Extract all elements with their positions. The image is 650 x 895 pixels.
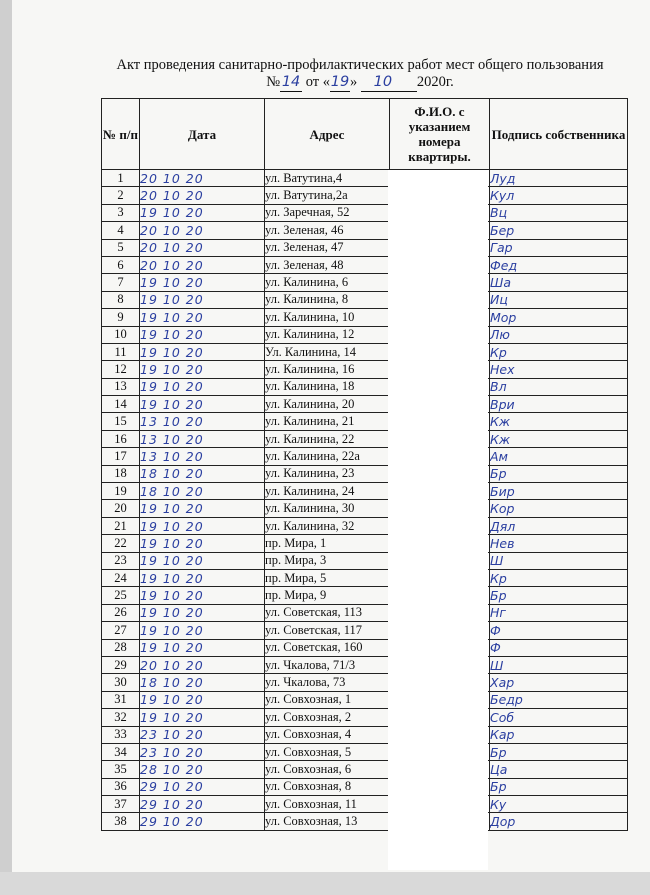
header-fio: Ф.И.О. с указанием номера квартиры. — [390, 99, 490, 170]
row-signature: Ца — [490, 761, 628, 778]
table-row — [102, 448, 628, 465]
row-num: 2 — [102, 187, 140, 204]
row-date: 19 10 20 — [140, 569, 265, 586]
header-date: Дата — [140, 99, 265, 170]
row-signature: Нев — [490, 535, 628, 552]
table-row — [102, 778, 628, 795]
row-date: 19 10 20 — [140, 587, 265, 604]
row-num: 17 — [102, 448, 140, 465]
row-address: ул. Совхозная, 4 — [265, 726, 390, 743]
row-address: ул. Заречная, 52 — [265, 204, 390, 221]
table-row — [102, 170, 628, 187]
table-row — [102, 222, 628, 239]
row-address: ул. Калинина, 24 — [265, 483, 390, 500]
table-row — [102, 639, 628, 656]
table-row — [102, 361, 628, 378]
table-row — [102, 483, 628, 500]
row-num: 35 — [102, 761, 140, 778]
row-signature: Кар — [490, 726, 628, 743]
row-num: 27 — [102, 622, 140, 639]
row-date: 19 10 20 — [140, 517, 265, 534]
row-num: 25 — [102, 587, 140, 604]
row-num: 4 — [102, 222, 140, 239]
row-signature: Соб — [490, 709, 628, 726]
row-date: 19 10 20 — [140, 604, 265, 621]
row-address: ул. Ватутина,2а — [265, 187, 390, 204]
row-address: ул. Зеленая, 47 — [265, 239, 390, 256]
row-num: 22 — [102, 535, 140, 552]
row-date: 20 10 20 — [140, 222, 265, 239]
row-address: ул. Зеленая, 46 — [265, 222, 390, 239]
row-address: ул. Калинина, 22а — [265, 448, 390, 465]
row-date: 20 10 20 — [140, 239, 265, 256]
row-signature: Кул — [490, 187, 628, 204]
act-number-line — [95, 74, 625, 92]
row-num: 6 — [102, 256, 140, 273]
row-num: 24 — [102, 569, 140, 586]
table-row — [102, 239, 628, 256]
row-num: 20 — [102, 500, 140, 517]
table-row — [102, 256, 628, 273]
row-signature: Ш — [490, 552, 628, 569]
row-address: ул. Совхозная, 2 — [265, 709, 390, 726]
row-address: ул. Ватутина,4 — [265, 170, 390, 187]
row-address: ул. Калинина, 21 — [265, 413, 390, 430]
row-date: 19 10 20 — [140, 204, 265, 221]
row-address: ул. Зеленая, 48 — [265, 256, 390, 273]
table-row — [102, 552, 628, 569]
table-row — [102, 465, 628, 482]
row-num: 34 — [102, 743, 140, 760]
row-signature: Луд — [490, 170, 628, 187]
row-num: 36 — [102, 778, 140, 795]
row-date: 19 10 20 — [140, 378, 265, 395]
row-num: 5 — [102, 239, 140, 256]
table-header-row — [102, 99, 628, 170]
row-address: ул. Калинина, 16 — [265, 361, 390, 378]
row-num: 7 — [102, 274, 140, 291]
row-signature: Вц — [490, 204, 628, 221]
row-address: ул. Совхозная, 6 — [265, 761, 390, 778]
row-num: 14 — [102, 396, 140, 413]
row-address: ул. Чкалова, 71/3 — [265, 656, 390, 673]
row-num: 28 — [102, 639, 140, 656]
row-date: 29 10 20 — [140, 796, 265, 813]
row-date: 13 10 20 — [140, 430, 265, 447]
row-signature: Ф — [490, 622, 628, 639]
table-row — [102, 500, 628, 517]
scan-bottom-edge — [0, 872, 650, 895]
row-num: 13 — [102, 378, 140, 395]
row-address: ул. Калинина, 23 — [265, 465, 390, 482]
table-row — [102, 709, 628, 726]
row-signature: Хар — [490, 674, 628, 691]
row-signature: Бр — [490, 743, 628, 760]
row-signature: Бер — [490, 222, 628, 239]
row-num: 33 — [102, 726, 140, 743]
table-row — [102, 326, 628, 343]
row-date: 29 10 20 — [140, 813, 265, 830]
row-address: ул. Совхозная, 8 — [265, 778, 390, 795]
blank-line — [405, 74, 417, 92]
table-row — [102, 761, 628, 778]
row-signature: Вл — [490, 378, 628, 395]
date-mid: » — [349, 74, 358, 90]
row-signature: Бедр — [490, 691, 628, 708]
row-signature: Бр — [490, 778, 628, 795]
row-date: 23 10 20 — [140, 726, 265, 743]
row-date: 19 10 20 — [140, 500, 265, 517]
row-date: 18 10 20 — [140, 674, 265, 691]
row-address: ул. Советская, 113 — [265, 604, 390, 621]
act-year: 2020г. — [416, 74, 454, 90]
row-num: 29 — [102, 656, 140, 673]
row-date: 19 10 20 — [140, 274, 265, 291]
row-num: 30 — [102, 674, 140, 691]
date-from: от « — [305, 74, 330, 90]
row-address: ул. Чкалова, 73 — [265, 674, 390, 691]
redaction-box — [388, 170, 488, 870]
table-row — [102, 378, 628, 395]
row-address: ул. Советская, 117 — [265, 622, 390, 639]
header-address: Адрес — [265, 99, 390, 170]
row-address: ул. Калинина, 32 — [265, 517, 390, 534]
table-row — [102, 413, 628, 430]
row-date: 19 10 20 — [140, 309, 265, 326]
row-address: ул. Калинина, 18 — [265, 378, 390, 395]
table-body — [102, 170, 628, 831]
table-row — [102, 274, 628, 291]
row-signature: Ку — [490, 796, 628, 813]
row-signature: Нех — [490, 361, 628, 378]
row-date: 20 10 20 — [140, 656, 265, 673]
row-signature: Ш — [490, 656, 628, 673]
table-row — [102, 674, 628, 691]
row-address: ул. Совхозная, 5 — [265, 743, 390, 760]
row-num: 10 — [102, 326, 140, 343]
row-date: 23 10 20 — [140, 743, 265, 760]
row-num: 26 — [102, 604, 140, 621]
row-date: 19 10 20 — [140, 361, 265, 378]
row-address: ул. Совхозная, 13 — [265, 813, 390, 830]
act-day: 19 — [330, 74, 350, 90]
row-date: 19 10 20 — [140, 343, 265, 360]
row-signature: Ври — [490, 396, 628, 413]
row-address: ул. Калинина, 12 — [265, 326, 390, 343]
row-date: 20 10 20 — [140, 187, 265, 204]
row-address: пр. Мира, 9 — [265, 587, 390, 604]
table-row — [102, 569, 628, 586]
row-address: Ул. Калинина, 14 — [265, 343, 390, 360]
row-signature: Кж — [490, 413, 628, 430]
row-date: 19 10 20 — [140, 622, 265, 639]
row-date: 13 10 20 — [140, 413, 265, 430]
row-num: 16 — [102, 430, 140, 447]
row-num: 8 — [102, 291, 140, 308]
acts-table — [101, 98, 628, 831]
row-address: ул. Калинина, 10 — [265, 309, 390, 326]
table-row — [102, 396, 628, 413]
table-row — [102, 517, 628, 534]
row-signature: Кр — [490, 569, 628, 586]
row-date: 20 10 20 — [140, 256, 265, 273]
row-address: ул. Совхозная, 11 — [265, 796, 390, 813]
table-row — [102, 343, 628, 360]
table-row — [102, 204, 628, 221]
row-num: 18 — [102, 465, 140, 482]
table-row — [102, 430, 628, 447]
table-row — [102, 691, 628, 708]
row-date: 20 10 20 — [140, 170, 265, 187]
document-title: Акт проведения санитарно-профилактических работ мест общего пользования — [116, 57, 604, 73]
row-num: 12 — [102, 361, 140, 378]
row-signature: Кор — [490, 500, 628, 517]
table-row — [102, 743, 628, 760]
row-signature: Фед — [490, 256, 628, 273]
row-num: 9 — [102, 309, 140, 326]
table-row — [102, 535, 628, 552]
row-date: 29 10 20 — [140, 778, 265, 795]
table-row — [102, 309, 628, 326]
row-date: 19 10 20 — [140, 691, 265, 708]
row-num: 21 — [102, 517, 140, 534]
row-signature: Гар — [490, 239, 628, 256]
row-address: ул. Калинина, 20 — [265, 396, 390, 413]
table-row — [102, 726, 628, 743]
row-date: 19 10 20 — [140, 639, 265, 656]
header-signature: Подпись собственника — [490, 99, 628, 170]
row-signature: Кр — [490, 343, 628, 360]
row-date: 28 10 20 — [140, 761, 265, 778]
row-num: 19 — [102, 483, 140, 500]
table-row — [102, 587, 628, 604]
row-num: 37 — [102, 796, 140, 813]
row-num: 31 — [102, 691, 140, 708]
row-address: ул. Совхозная, 1 — [265, 691, 390, 708]
table-row — [102, 604, 628, 621]
header-num: № п/п — [102, 99, 140, 170]
row-signature: Лю — [490, 326, 628, 343]
row-address: пр. Мира, 1 — [265, 535, 390, 552]
table-row — [102, 622, 628, 639]
row-num: 3 — [102, 204, 140, 221]
row-signature: Бр — [490, 465, 628, 482]
table-row — [102, 187, 628, 204]
act-number: 14 — [281, 74, 301, 90]
row-num: 38 — [102, 813, 140, 830]
row-num: 23 — [102, 552, 140, 569]
row-num: 11 — [102, 343, 140, 360]
row-address: ул. Калинина, 6 — [265, 274, 390, 291]
row-signature: Ам — [490, 448, 628, 465]
row-address: пр. Мира, 5 — [265, 569, 390, 586]
table-row — [102, 656, 628, 673]
row-date: 19 10 20 — [140, 709, 265, 726]
row-signature: Бр — [490, 587, 628, 604]
row-address: ул. Советская, 160 — [265, 639, 390, 656]
table-row — [102, 796, 628, 813]
row-date: 19 10 20 — [140, 552, 265, 569]
row-date: 19 10 20 — [140, 396, 265, 413]
row-address: ул. Калинина, 30 — [265, 500, 390, 517]
row-signature: Кж — [490, 430, 628, 447]
row-address: пр. Мира, 3 — [265, 552, 390, 569]
row-date: 18 10 20 — [140, 465, 265, 482]
row-date: 19 10 20 — [140, 291, 265, 308]
act-month: 10 — [361, 74, 405, 92]
row-signature: Мор — [490, 309, 628, 326]
act-prefix: № — [266, 74, 281, 90]
row-address: ул. Калинина, 8 — [265, 291, 390, 308]
table-row — [102, 291, 628, 308]
row-date: 19 10 20 — [140, 535, 265, 552]
row-num: 15 — [102, 413, 140, 430]
scan-edge — [0, 0, 12, 895]
row-num: 1 — [102, 170, 140, 187]
row-address: ул. Калинина, 22 — [265, 430, 390, 447]
row-num: 32 — [102, 709, 140, 726]
row-date: 13 10 20 — [140, 448, 265, 465]
row-signature: Ф — [490, 639, 628, 656]
row-signature: Иц — [490, 291, 628, 308]
row-date: 18 10 20 — [140, 483, 265, 500]
row-signature: Ша — [490, 274, 628, 291]
row-signature: Бир — [490, 483, 628, 500]
row-signature: Дял — [490, 517, 628, 534]
row-signature: Нг — [490, 604, 628, 621]
row-date: 19 10 20 — [140, 326, 265, 343]
table-row — [102, 813, 628, 830]
row-signature: Дор — [490, 813, 628, 830]
